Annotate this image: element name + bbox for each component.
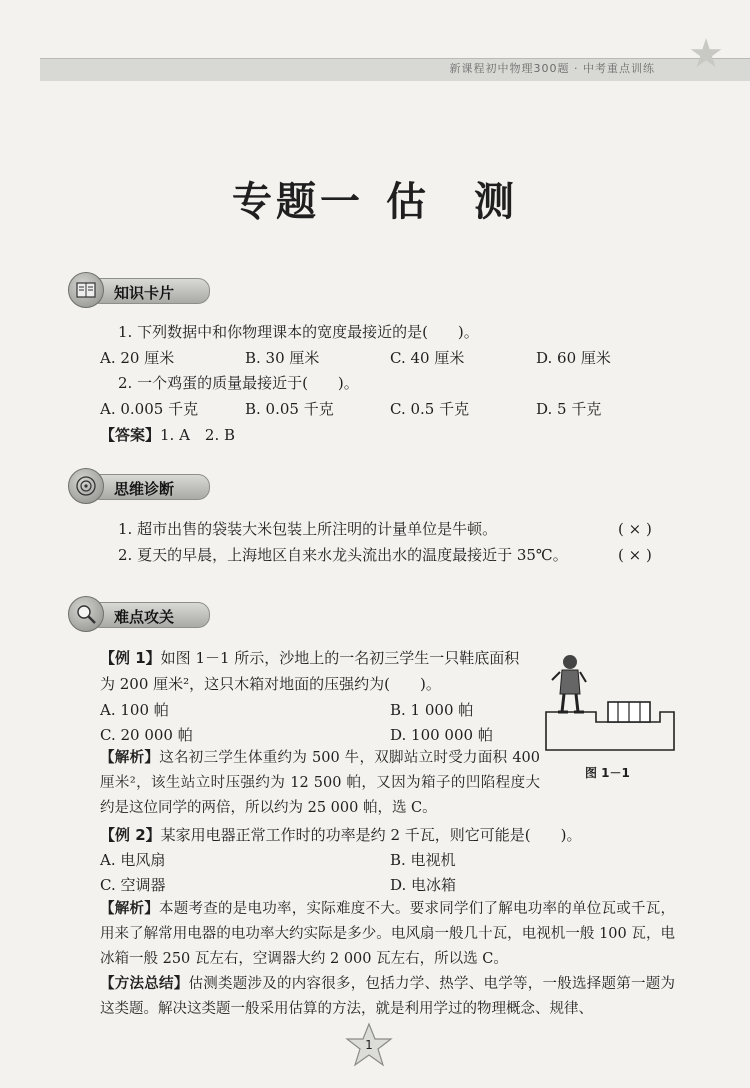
q2-option-b: B. 0.05 千克 [245, 400, 334, 418]
ex1-option-c: C. 20 000 帕 [100, 726, 193, 744]
example-2-line-1 [100, 825, 581, 845]
statement-2-mark: ( × ) [618, 546, 652, 564]
ex1-option-b: B. 1 000 帕 [390, 701, 474, 719]
section-header-diagnosis [68, 468, 210, 502]
ex1-option-d: D. 100 000 帕 [390, 726, 493, 744]
figure-caption: 图 1－1 [585, 766, 630, 780]
q1-option-c: C. 40 厘米 [390, 349, 465, 367]
example-2-analysis-text: 本题考查的是电功率，实际难度不大。要求同学们了解电功率的单位瓦或千瓦，用来了解常用电器的电功率大约实际是多少。电风扇一般几十瓦，电视机一般 100 瓦，电冰箱一般 250 瓦左右，空调器大约 2 000 瓦左右，所以选 C。 [100, 901, 675, 967]
answer-line [100, 425, 235, 445]
example-1-analysis [100, 746, 540, 821]
example-1-analysis-text: 这名初三学生体重约为 500 牛，双脚站立时受力面积 400 厘米²，该生站立时压强约为 12 500 帕，又因为箱子的凹陷程度大约是这位同学的两倍，所以约为 25 000 帕，选 C。 [100, 750, 540, 816]
magnifier-icon [68, 596, 104, 632]
section-header-difficulty [68, 596, 210, 630]
example-2-analysis [100, 897, 675, 972]
ex2-option-b: B. 电视机 [390, 851, 456, 869]
q2-option-d: D. 5 千克 [536, 400, 602, 418]
example-1-label: 【例 1】 [100, 649, 161, 667]
q2-option-a: A. 0.005 千克 [100, 400, 199, 418]
section-label: 知识卡片 [114, 284, 175, 302]
q2-option-c: C. 0.5 千克 [390, 400, 470, 418]
example-2-analysis-label: 【解析】 [100, 901, 159, 917]
answer-text: 1. A 2. B [160, 426, 236, 444]
section-label: 思维诊断 [114, 480, 175, 498]
question-1: 1. 下列数据中和你物理课本的宽度最接近的是( )。 [118, 323, 479, 341]
star-icon: ★ [688, 31, 724, 77]
title-char-2: 测 [474, 179, 518, 225]
ex1-option-a: A. 100 帕 [100, 701, 169, 719]
example-2-label: 【例 2】 [100, 826, 161, 844]
method-summary-text: 估测类题涉及的内容很多，包括力学、热学、电学等，一般选择题第一题为这类题。解决这类题一般采用估算的方法，就是利用学过的物理概念、规律、 [100, 976, 675, 1017]
target-icon [68, 468, 104, 504]
title-char-1: 估 [386, 179, 430, 225]
method-summary [100, 972, 675, 1022]
q1-option-d: D. 60 厘米 [536, 349, 611, 367]
ex2-option-a: A. 电风扇 [100, 851, 166, 869]
book-icon [68, 272, 104, 308]
example-1-line-1 [100, 648, 519, 668]
example-2-stem: 某家用电器正常工作时的功率是约 2 千瓦，则它可能是( )。 [160, 826, 582, 844]
answer-label: 【答案】 [100, 426, 161, 444]
q1-option-a: A. 20 厘米 [100, 349, 175, 367]
statement-2: 2. 夏天的早晨，上海地区自来水龙头流出水的温度最接近于 35℃。 [118, 546, 568, 564]
statement-1-mark: ( × ) [618, 520, 652, 538]
title-topic: 专题一 [232, 179, 364, 225]
example-1-stem-1: 如图 1－1 所示，沙地上的一名初三学生一只鞋底面积 [160, 649, 520, 667]
page-title [0, 170, 750, 227]
section-header-knowledge [68, 272, 210, 306]
example-1-line-2: 为 200 厘米²，这只木箱对地面的压强约为( )。 [100, 675, 441, 693]
q1-option-b: B. 30 厘米 [245, 349, 320, 367]
page-number: 1 [365, 1038, 373, 1052]
ex2-option-c: C. 空调器 [100, 876, 166, 894]
figure-1-1 [540, 650, 680, 780]
ex2-option-d: D. 电冰箱 [390, 876, 457, 894]
statement-1: 1. 超市出售的袋装大米包装上所注明的计量单位是牛顿。 [118, 520, 498, 538]
example-1-analysis-label: 【解析】 [100, 750, 160, 766]
section-label: 难点攻关 [114, 608, 175, 626]
running-title: 新课程初中物理300题 · 中考重点训练 [449, 62, 655, 75]
method-summary-label: 【方法总结】 [100, 976, 189, 992]
question-2: 2. 一个鸡蛋的质量最接近于( )。 [118, 374, 359, 392]
